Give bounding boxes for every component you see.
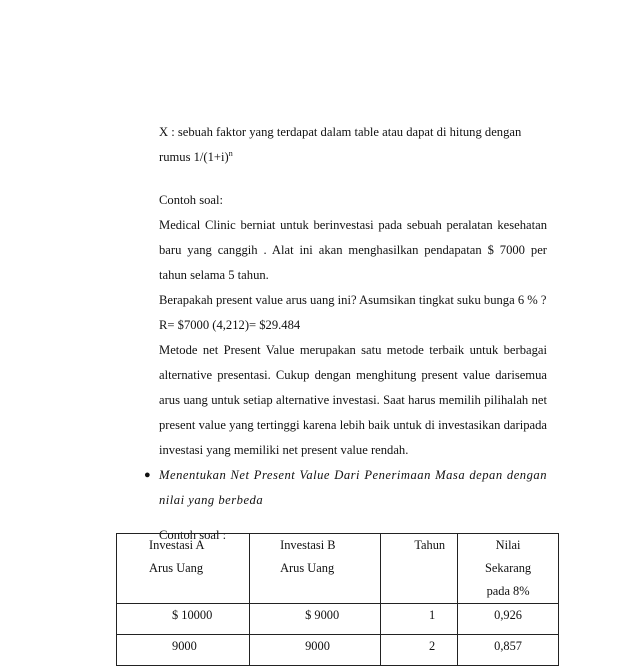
example-heading-2: Contoh soal : [159, 528, 227, 542]
table-row [117, 604, 559, 635]
table-row [117, 635, 559, 666]
table-cell: $ 9000 [250, 604, 381, 635]
npv-method-paragraph: Metode net Present Value merupakan satu metode terbaik untuk berbagai alternative presentasi. Cukup dengan menghitung present value darisemua arus uang untuk setiap alternative investasi. Saat harus memilih pilihalah net present value yang tertinggi karena lebih baik untuk di investasikan daripada investasi yang memiliki net present value rendah. [159, 343, 547, 457]
example-answer-formula: R= $7000 (4,212)= $29.484 [159, 318, 301, 332]
bullet-heading-text: Menentukan Net Present Value Dari Penerimaan Masa depan dengan nilai yang berbeda [159, 468, 547, 507]
bullet-dot-icon: ● [144, 469, 152, 481]
header-cell-investasi-a: Investasi A Arus Uang [117, 534, 250, 604]
formula-text: rumus 1/(1+i) [159, 150, 229, 164]
example-heading-1: Contoh soal: [159, 193, 224, 207]
table-header-row [117, 534, 559, 604]
x-definition-line-1: X : sebuah faktor yang terdapat dalam table atau dapat di hitung dengan [159, 125, 522, 139]
header-cell-nilai-sekarang: Nilai Sekarang pada 8% [458, 534, 559, 604]
table-cell: $ 10000 [117, 604, 250, 635]
table-cell: 0,857 [458, 635, 559, 666]
header-cell-investasi-b: Investasi B Arus Uang [250, 534, 381, 604]
document-body [144, 120, 547, 548]
table-cell: 9000 [117, 635, 250, 666]
header-cell-tahun: Tahun [381, 534, 458, 604]
example-paragraph-1: Medical Clinic berniat untuk berinvestasi pada sebuah peralatan kesehatan baru yang canggih . Alat ini akan menghasilkan pendapatan $ 7000 per tahun selama 5 tahun. [159, 218, 547, 282]
table-cell: 2 [381, 635, 458, 666]
x-definition-line-2 [159, 145, 547, 170]
investment-table [116, 533, 559, 666]
table-cell: 1 [381, 604, 458, 635]
formula-exponent: n [228, 148, 233, 158]
example-question: Berapakah present value arus uang ini? Asumsikan tingkat suku bunga 6 % ? [159, 293, 547, 307]
table-cell: 9000 [250, 635, 381, 666]
bullet-list-item [144, 463, 547, 513]
table-cell: 0,926 [458, 604, 559, 635]
